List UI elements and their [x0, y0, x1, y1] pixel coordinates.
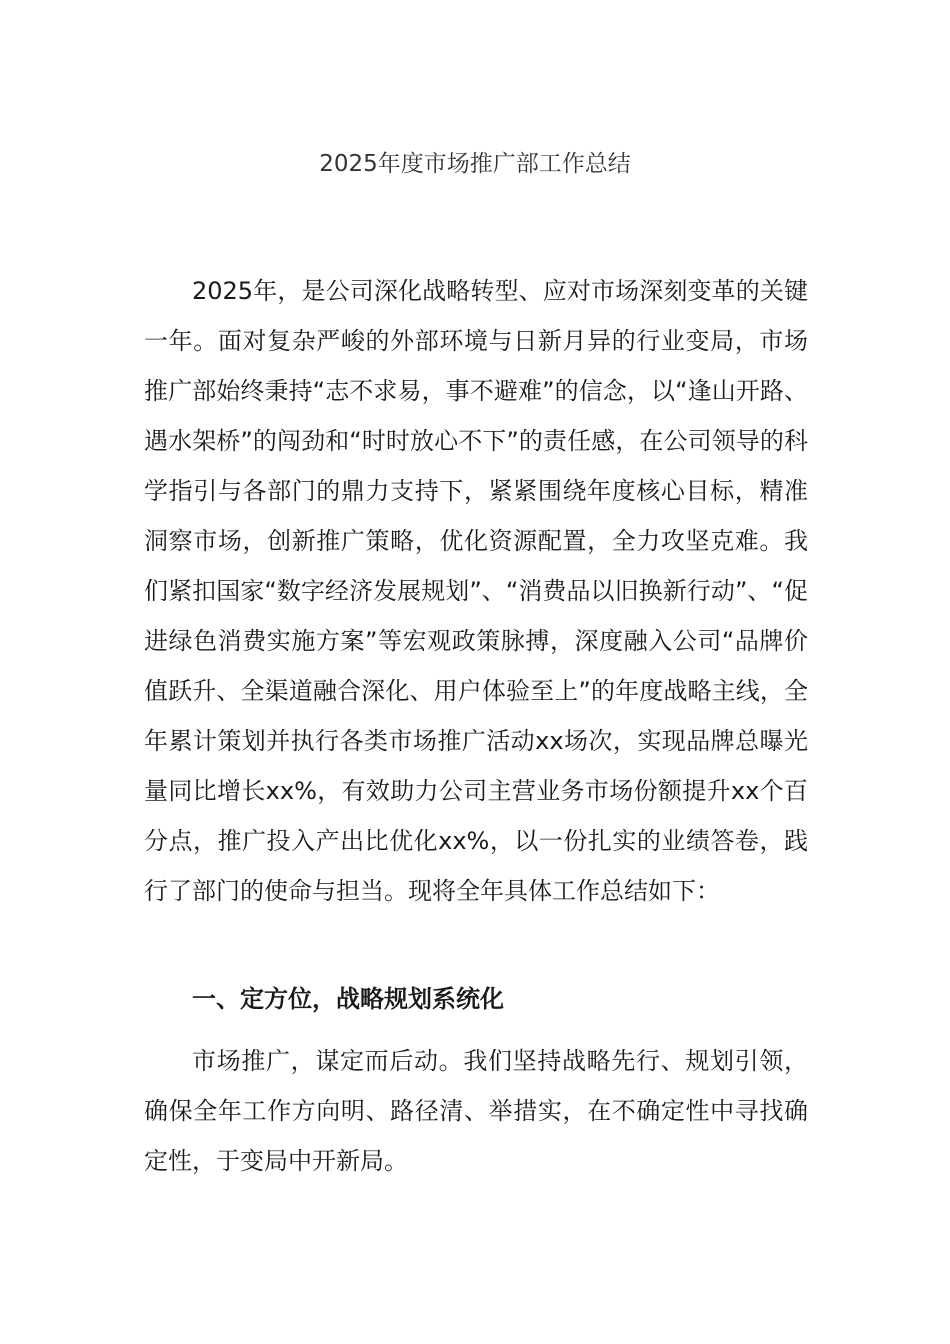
document-title: 2025年度市场推广部工作总结 — [319, 151, 631, 177]
section-paragraph: 市场推广，谋定而后动。我们坚持战略先行、规划引领，确保全年工作方向明、路径清、举措实，在不确定性中寻找确定性，于变局中开新局。 — [144, 1047, 808, 1175]
section-heading: 一、定方位，战略规划系统化 — [192, 985, 504, 1013]
intro-paragraph: 2025年，是公司深化战略转型、应对市场深刻变革的关键一年。面对复杂严峻的外部环境与日新月异的行业变局，市场推广部始终秉持“志不求易，事不避难”的信念，以“逢山开路、遇水架桥”的闯劲和“时时放心不下”的责任感，在公司领导的科学指引与各部门的鼎力支持下，紧紧围绕年度核心目标，精准洞察市场，创新推广策略，优化资源配置，全力攻坚克难。我们紧扣国家“数字经济发展规划”、“消费品以旧换新行动”、“促进绿色消费实施方案”等宏观政策脉搏，深度融入公司“品牌价值跃升、全渠道融合深化、用户体验至上”的年度战略主线，全年累计策划并执行各类市场推广活动xx场次，实现品牌总曝光量同比增长xx%，有效助力公司主营业务市场份额提升xx个百分点，推广投入产出比优化xx%，以一份扎实的业绩答卷，践行了部门的使命与担当。现将全年具体工作总结如下： — [144, 277, 808, 905]
